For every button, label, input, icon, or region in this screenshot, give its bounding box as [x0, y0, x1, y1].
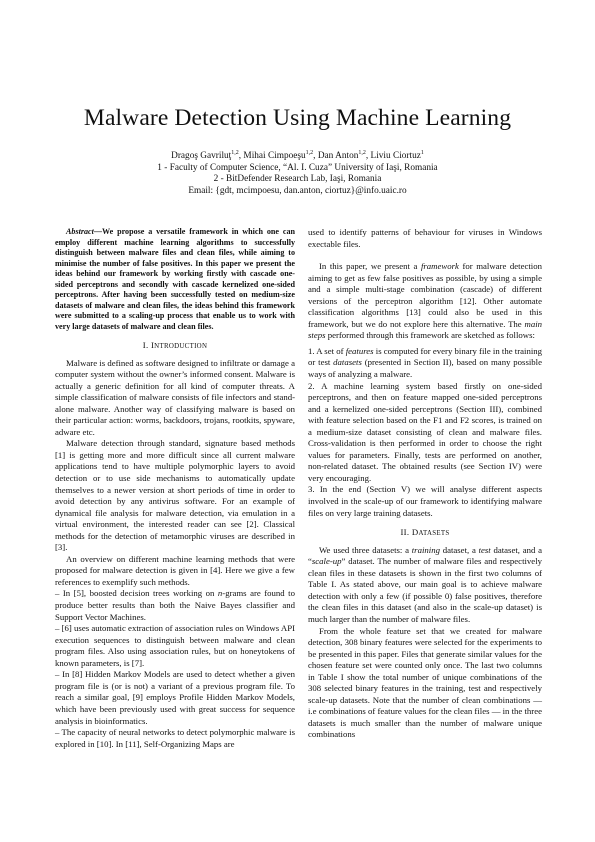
- author-block: [0, 151, 595, 197]
- abstract: [55, 227, 295, 332]
- heading-initial: I: [150, 340, 155, 350]
- affiliation-1: 1 - Faculty of Computer Science, “Al. I. Cuza” University of Iaşi, Romania: [157, 162, 438, 173]
- left-column: [55, 227, 295, 750]
- intro-paragraph: Malware detection through standard, signature based methods [1] is getting more and more difficult since all current malware applications tend to have multiple polymorphic layers to avoid detection or to use side mechanisms to automatically update themselves to a newer version at short periods of time in order to avoid detection by any antivirus software. For an example of dynamical file analysis for malware detection, via emulation in a virtual environment, the interested reader can see [2]. Classical methods for the detection of metamorphic viruses are described in [3].: [55, 438, 295, 553]
- step-item: 2. A machine learning system based firstly on one-sided perceptrons, and then on feature mapped one-sided perceptrons and a kernelized one-sided perceptrons (Section III), combined with feature selection based on the F1 and F2 scores, is trained on a medium-size dataset consisting of clean and malware files. Cross-validation is then performed in order to choose the right values for parameters. Finally, tests are performed on another, non-related dataset. The obtained results (see Section IV) were very encouraging.: [308, 380, 542, 483]
- intro-paragraph: Malware is defined as software designed to infiltrate or damage a computer system without the owner’s informed consent. Malware is actually a generic definition for all kind of computer threats. A simple classification of malware consists of file infectors and stand-alone malware. Another way of classifying malware is based on their particular action: worms, backdoors, trojans, rootkits, spyware, adware etc.: [55, 357, 295, 437]
- reference-bullet: – The capacity of neural networks to detect polymorphic malware is explored in [10]. In [11], Self-Organizing Maps are: [55, 727, 295, 749]
- affiliation-2: 2 - BitDefender Research Lab, Iaşi, Romania: [213, 174, 382, 185]
- heading-initial: D: [411, 527, 419, 538]
- right-column: [308, 227, 542, 741]
- abstract-text: —We propose a versatile framework in which one can employ different machine learning algorithms to successfully distinguish between malware files and clean files, while aiming to minimise the number of false positives. In this paper we present the ideas behind our framework by working firstly with cascade one-sided perceptrons and secondly with cascade kernelized one-sided perceptrons. After having been successfully tested on medium-size datasets of malware and clean files, the ideas behind this framework were submitted to a scaling-up process that enable us to work with very large datasets of malware and clean files.: [55, 227, 295, 331]
- step-item: 3. In the end (Section V) we will analyse different aspects involved in the scale-up of our framework to identifying malware files on very large training datasets.: [308, 484, 542, 518]
- author-names: Dragoş Gavriluţ$^{1,2}$, Mihai Cimpoeşu$^{1,2}$, Dan Anton$^{1,2}$, Liviu Ciortuz$^1$: [171, 149, 424, 161]
- datasets-paragraph: We used three datasets: a training dataset, a test dataset, and a “scale-up” dataset. The number of malware files and respectively clean files in these datasets is shown in the first two columns of Table I. As stated above, our main goal is to achieve malware detection with only a few (if possible 0) false positives, therefore the clean files in this dataset (and also in the scale-up dataset) is much larger than the number of malware files.: [308, 544, 542, 624]
- body-paragraph: In this paper, we present a framework for malware detection aiming to get as few false positives as possible, by using a simple and a simple multi-stage combination (cascade) of different versions of the perceptron algorithm [12]. Other automate classification algorithms [13] could also be used in this framework, but we do not explore here this alternative. The main steps performed through this framework are sketched as follows:: [308, 261, 542, 341]
- datasets-paragraph: From the whole feature set that we created for malware detection, 308 binary features were selected for the experiments to be presented in this paper. Files that generate similar values for the chosen feature set were counted only once. The last two columns in Table I show the total number of unique combinations of the 308 selected binary features in the training, test and respectively scale-up datasets. Note that the number of clean combinations — i.e combinations of feature values for the clean files — in the three datasets is much smaller than the number of malware unique combinations: [308, 625, 542, 740]
- body-paragraph: used to identify patterns of behaviour for viruses in Windows exectable files.: [308, 227, 542, 249]
- heading-smallcaps: NTRODUCTION: [154, 343, 208, 350]
- abstract-lead: Abstract: [66, 227, 94, 236]
- intro-paragraph: An overview on different machine learning methods that were proposed for malware detection is given in [4]. Here we give a few references to exemplify such methods.: [55, 553, 295, 587]
- section-numeral: I.: [142, 340, 149, 350]
- heading-smallcaps: ATASETS: [418, 530, 450, 538]
- reference-bullet: – In [5], boosted decision trees working on n-grams are found to produce better results than both the Naive Bayes classifier and Support Vector Machines.: [55, 588, 295, 622]
- section-heading-datasets: [308, 527, 542, 540]
- step-item: 1. A set of features is computed for every binary file in the training or test datasets (presented in Section II), based on many possible ways of analyzing a malware.: [308, 345, 542, 380]
- reference-bullet: – [6] uses automatic extraction of association rules on Windows API execution sequences to distinguish between malware and clean program files. Also using association rules, but on honeytokens of known parameters, is [7].: [55, 623, 295, 668]
- section-numeral: II.: [400, 527, 410, 538]
- section-heading-introduction: [55, 340, 295, 353]
- author-email: Email: {gdt, mcimpoesu, dan.anton, ciortuz}@info.uaic.ro: [188, 185, 407, 196]
- reference-bullet: – In [8] Hidden Markov Models are used to detect whether a given program file is (or is not) a variant of a previous program file. To reach a similar goal, [9] employs Profile Hidden Markov Models, which have been previously used with great success for sequence analysis in bioinformatics.: [55, 669, 295, 726]
- paper-title: Malware Detection Using Machine Learning: [83, 105, 512, 131]
